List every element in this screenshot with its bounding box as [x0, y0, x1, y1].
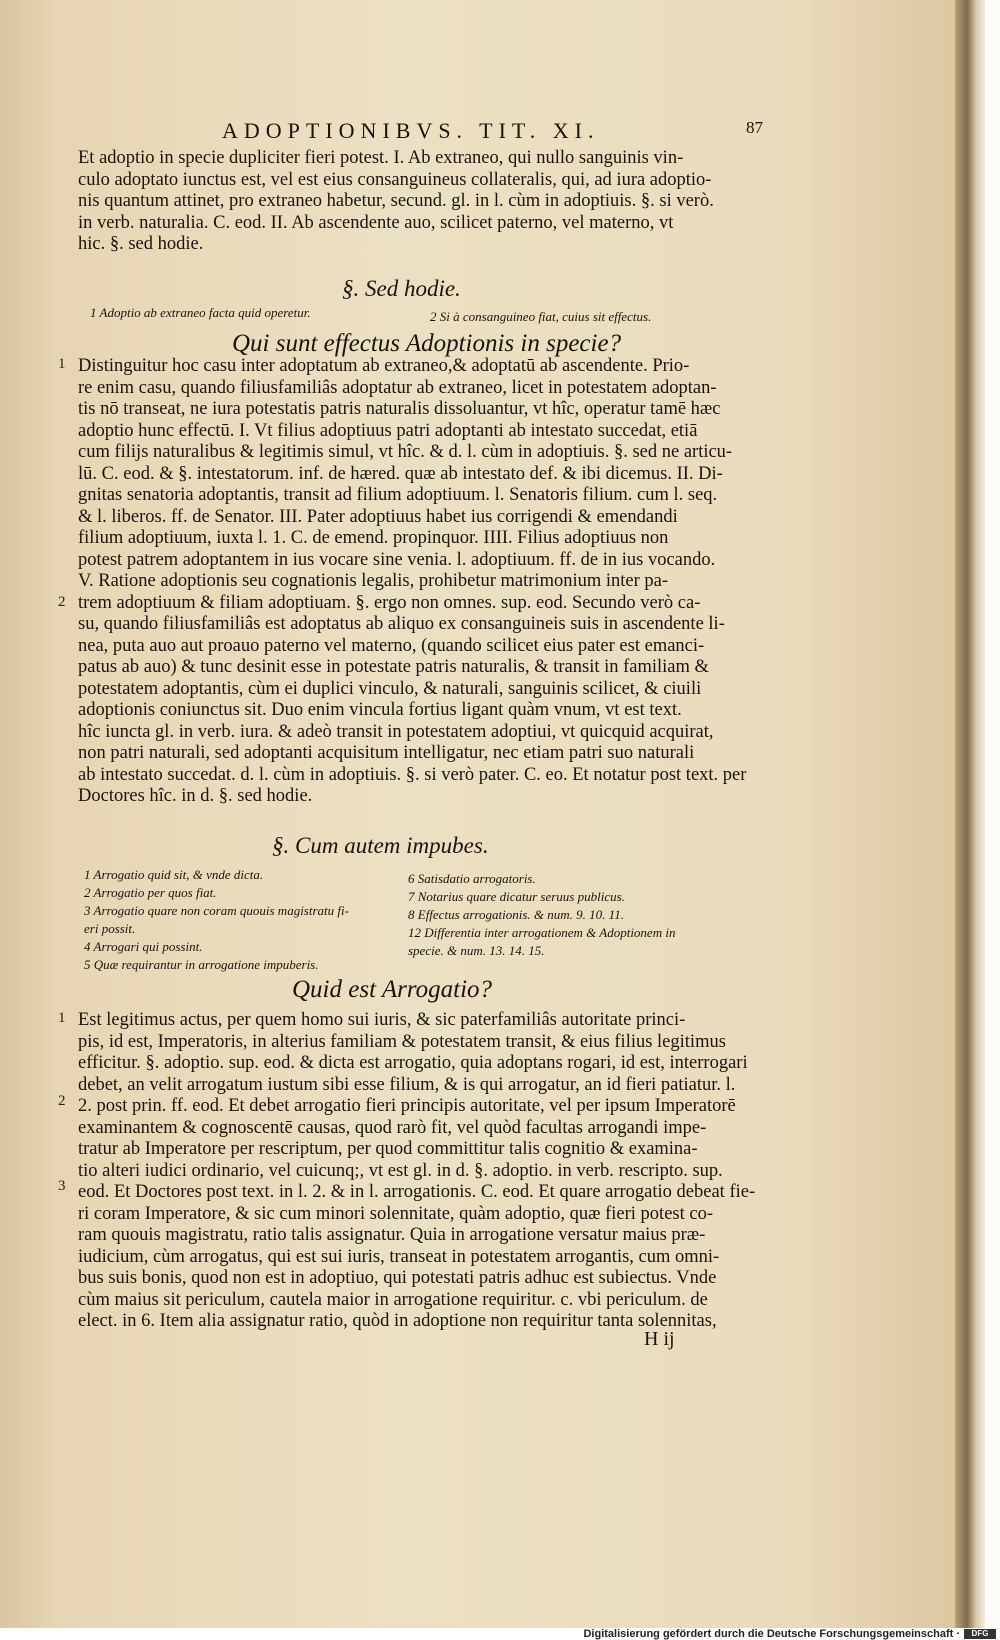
margin-number: 1 — [58, 1010, 66, 1026]
text-line: ab intestato succedat. d. l. cùm in adoptiuis. §. si verò pater. C. eo. Et notatur post text. per — [78, 764, 747, 785]
text-line: efficitur. §. adoptio. sup. eod. & dicta est arrogatio, quia adoptans rogari, id est, interrogari — [78, 1053, 748, 1073]
margin-number: 2 — [58, 1093, 66, 1109]
summary-item: 8 Effectus arrogationis. & num. 9. 10. 11. — [408, 907, 624, 922]
text-line: iudicium, cùm arrogatus, qui est sui iuris, transeat in potestatem arrogantis, cum omni- — [78, 1246, 720, 1267]
margin-number: 1 — [58, 356, 66, 372]
text-line: bus suis bonis, quod non est in adoptiuo, qui potestati patris adhuc est subiectus. Vnde — [78, 1268, 717, 1288]
text-line: Doctores hîc. in d. §. sed hodie. — [78, 786, 313, 806]
text-line: tratur ab Imperatore per rescriptum, per quod committitur talis cognitio & examina- — [78, 1139, 698, 1159]
footer-credit: Digitalisierung gefördert durch die Deutsche Forschungsgemeinschaft · — [583, 1628, 960, 1640]
summary-item: 12 Differentia inter arrogationem & Adoptionem in — [408, 925, 676, 940]
text-line: re enim casu, quando filiusfamiliâs adoptatur ab extraneo, licet in potestatem adoptan- — [78, 377, 717, 398]
text-line: ram quouis magistratu, ratio talis assignatur. Quia in arrogatione versatur maius præ- — [78, 1225, 706, 1245]
text-line: lū. C. eod. & §. intestatorum. inf. de hæred. quæ ab intestato def. & ibi dicemus. II. Di- — [78, 463, 723, 484]
summary-item: 5 Quæ requirantur in arrogatione impuberis. — [84, 957, 319, 972]
text-line: nea, puta auo aut proauo paterno vel materno, (quando scilicet eius pater est emanci- — [78, 635, 705, 656]
question-heading-arrogatio: Quid est Arrogatio? — [292, 976, 493, 1003]
text-line: eod. Et Doctores post text. in l. 2. & in l. arrogationis. C. eod. Et quare arrogatio debeat fie- — [78, 1182, 756, 1202]
text-line: potestatem adoptantis, cùm ei duplici vinculo, & naturali, sanguinis scilicet, & ciuili — [78, 678, 702, 699]
text-line: nis quantum attinet, pro extraneo habetur, secund. gl. in l. cùm in adoptiuis. §. si verò. — [78, 191, 714, 211]
summary-item: specie. & num. 13. 14. 15. — [408, 943, 545, 958]
text-line: debet, an velit arrogatum iustum sibi esse filium, & is qui arrogatur, an id fieri patiatur. l. — [78, 1074, 736, 1095]
margin-number: 2 — [58, 594, 66, 610]
summary-item: 4 Arrogari qui possint. — [84, 939, 203, 954]
summary-item: 7 Notarius quare dicatur seruus publicus. — [408, 889, 625, 904]
book-gutter — [955, 0, 985, 1628]
margin-number: 3 — [58, 1178, 66, 1194]
text-line: cùm maius sit periculum, cautela maior in arrogatione requiritur. c. vbi periculum. de — [78, 1289, 708, 1310]
page-number: 87 — [746, 118, 763, 137]
text-line: 2. post prin. ff. eod. Et debet arrogatio fieri principis autoritate, vel per ipsum Imperatorē — [78, 1096, 736, 1116]
text-line: Distinguitur hoc casu inter adoptatum ab extraneo,& adoptatū ab ascendente. Prio- — [78, 356, 690, 376]
text-line: adoptionis coniunctus sit. Duo enim vincula fortius ligant quàm vnum, vt est text. — [78, 700, 682, 720]
text-line: adoptio hunc effectū. I. Vt filius adoptiuus patri adoptanti ab intestato succedat, etiā — [78, 420, 698, 441]
text-line: su, quando filiusfamiliâs est adoptatus ab aliquo ex consanguineis suis in ascendente li- — [78, 614, 725, 634]
text-line: V. Ratione adoptionis seu cognationis legalis, prohibetur matrimonium inter pa- — [78, 571, 669, 591]
summary-item-left: 1 Adoptio ab extraneo facta quid operetur. — [90, 305, 311, 320]
text-line: & l. liberos. ff. de Senator. III. Pater adoptiuus habet ius corrigendi & emendandi — [78, 506, 678, 527]
text-line: gnitas senatoria adoptantis, transit ad filium adoptiuum. l. Senatoris filium. cum l. seq. — [78, 485, 718, 505]
summary-item: 1 Arrogatio quid sit, & vnde dicta. — [84, 867, 264, 882]
text-line: potest patrem adoptantem in ius vocare sine venia. l. adoptiuum. ff. de in ius vocando. — [78, 549, 716, 570]
section-heading-cum-autem: §. Cum autem impubes. — [272, 833, 489, 858]
text-line: hic. §. sed hodie. — [78, 234, 204, 254]
dfg-logo: DFG — [964, 1629, 996, 1639]
text-line: culo adoptato iunctus est, vel est eius consanguineus collateralis, qui, ad iura adoptio- — [78, 169, 712, 190]
text-line: tis nō transeat, ne iura potestatis patris naturalis dissoluantur, vt hîc, operatur tamē hæc — [78, 399, 721, 419]
text-line: trem adoptiuum & filiam adoptiuam. §. ergo non omnes. sup. eod. Secundo verò ca- — [78, 592, 701, 613]
page-edge — [985, 0, 1000, 1628]
text-line: filium adoptiuum, iuxta l. 1. C. de emend. propinquor. IIII. Filius adoptiuus non — [78, 528, 669, 548]
summary-item: 2 Arrogatio per quos fiat. — [84, 885, 217, 900]
running-header: ADOPTIONIBVS. TIT. XI. — [222, 118, 600, 143]
text-line: elect. in 6. Item alia assignatur ratio, quòd in adoptione non requiritur tanta solennitas, — [78, 1311, 717, 1331]
text-line: tio alteri iudici ordinario, vel cuicunq;, vt est gl. in d. §. adoptio. in verb. rescripto. sup. — [78, 1160, 723, 1181]
signature-mark: H ij — [644, 1328, 675, 1350]
summary-item: 3 Arrogatio quare non coram quouis magistratu fi- — [84, 903, 349, 918]
summary-item-right: 2 Si à consanguineo fiat, cuius sit effectus. — [430, 309, 652, 324]
text-line: in verb. naturalia. C. eod. II. Ab ascendente auo, scilicet paterno, vel materno, vt — [78, 212, 674, 233]
text-line: ri coram Imperatore, & sic cum minori solennitate, quàm adoptio, quæ fieri potest co- — [78, 1203, 713, 1224]
text-line: Et adoptio in specie dupliciter fieri potest. I. Ab extraneo, qui nullo sanguinis vin- — [78, 148, 684, 168]
question-heading-effectus: Qui sunt effectus Adoptionis in specie? — [232, 330, 622, 357]
summary-item: 6 Satisdatio arrogatoris. — [408, 871, 536, 886]
text-line: pis, id est, Imperatoris, in alterius familiam & potestatem transit, & eius filius legitimus — [78, 1031, 726, 1052]
text-line: examinantem & cognoscentē causas, quod rarò fit, vel quòd facultas arrogandi impe- — [78, 1117, 707, 1138]
text-line: cum filijs naturalibus & legitimis simul, vt hîc. & d. l. cùm in adoptiuis. §. sed ne articu- — [78, 442, 733, 462]
text-line: Est legitimus actus, per quem homo sui iuris, & sic paterfamiliâs autoritate princi- — [78, 1010, 686, 1030]
summary-item: eri possit. — [84, 921, 136, 936]
text-line: hîc iuncta gl. in verb. iura. & adeò transit in potestatem adoptiui, vt quicquid acquirat, — [78, 721, 714, 742]
text-line: patus ab auo) & tunc desinit esse in potestate patris naturalis, & transit in familiam & — [78, 657, 709, 677]
footer-bar — [0, 1628, 1000, 1640]
section-heading-sed-hodie: §. Sed hodie. — [342, 276, 461, 301]
text-line: non patri naturali, sed adoptanti acquisitum intelligatur, nec etiam patri suo naturali — [78, 743, 695, 763]
